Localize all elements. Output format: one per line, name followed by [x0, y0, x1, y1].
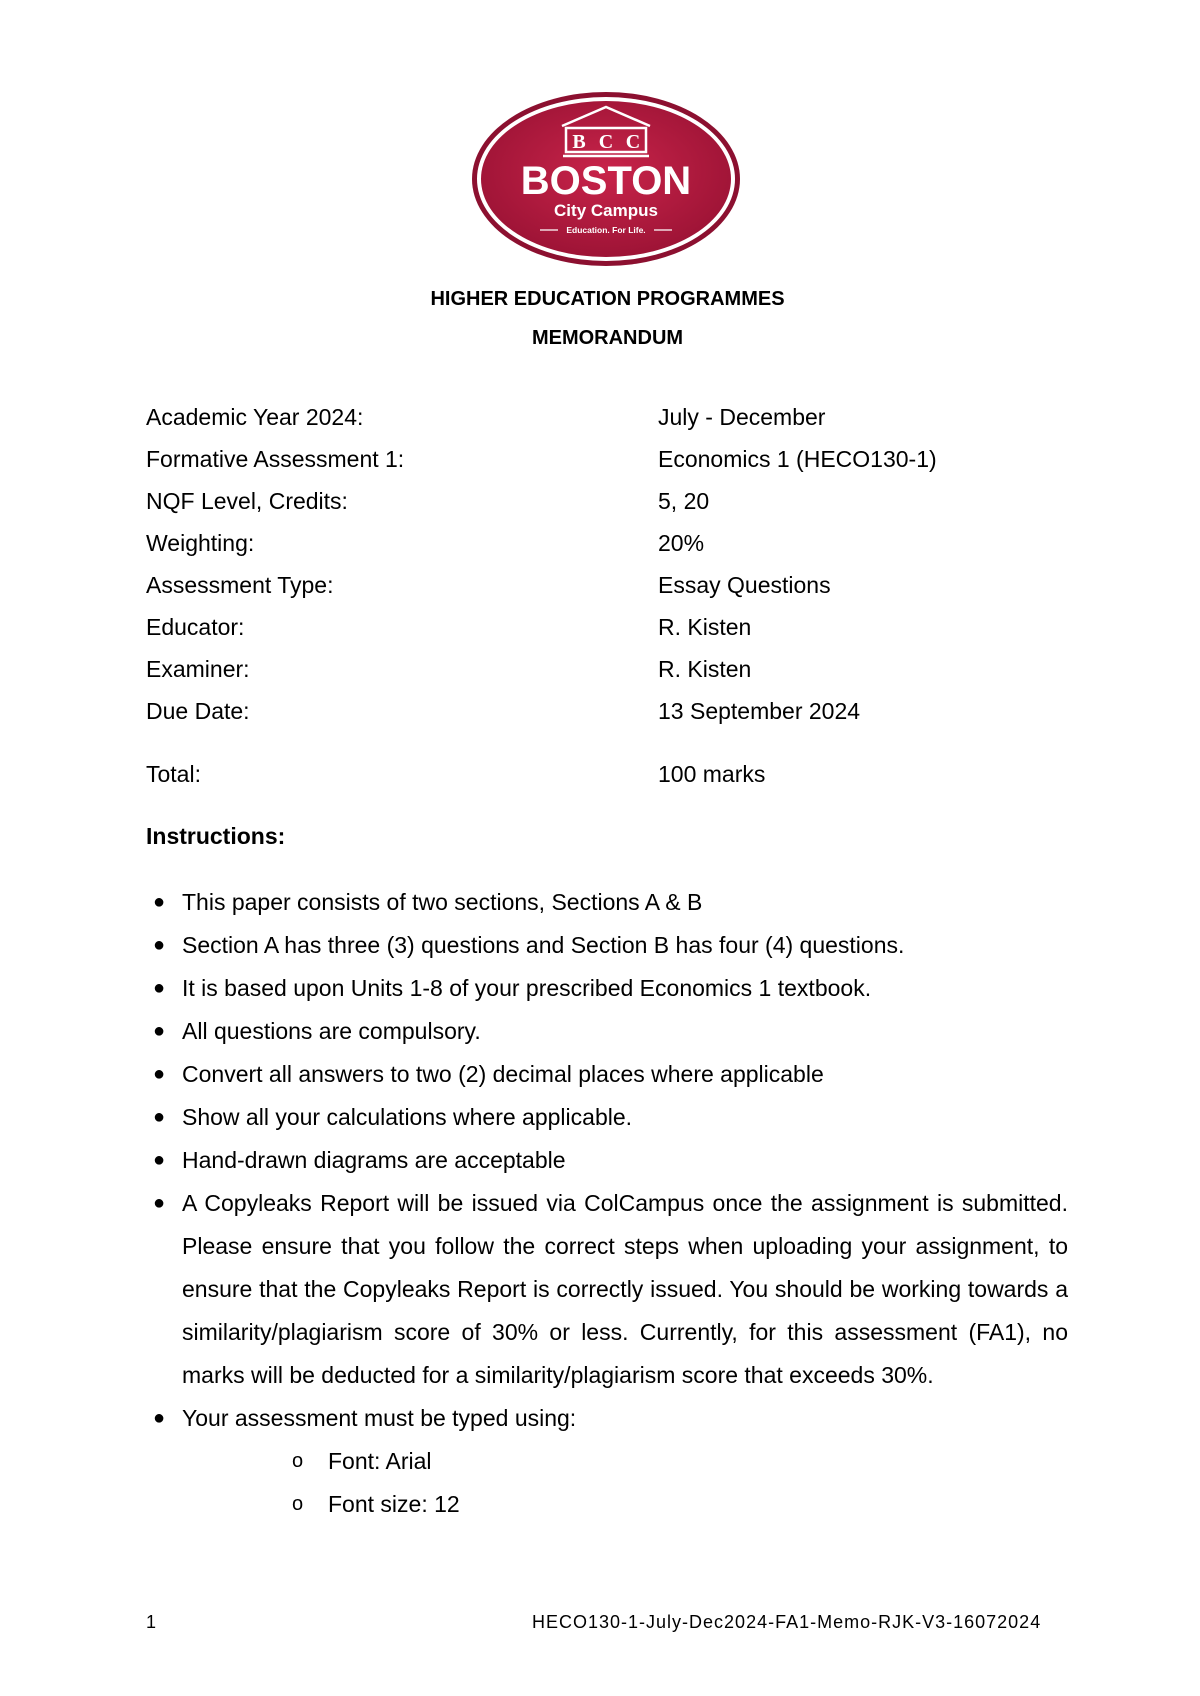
list-item [146, 967, 1068, 1010]
info-value: Economics 1 (HECO130-1) [658, 446, 937, 472]
svg-text:City Campus: City Campus [554, 201, 658, 220]
instruction-text: It is based upon Units 1-8 of your prescribed Economics 1 textbook. [182, 975, 872, 1001]
list-item [146, 1182, 1068, 1397]
info-label: Formative Assessment 1: [146, 446, 405, 472]
info-label: Educator: [146, 614, 245, 640]
info-value: R. Kisten [658, 656, 752, 682]
instruction-text: Hand-drawn diagrams are acceptable [182, 1147, 566, 1173]
instruction-text: All questions are compulsory. [182, 1018, 481, 1044]
instruction-text: Show all your calculations where applicable. [182, 1104, 633, 1130]
info-row-total [146, 761, 1066, 791]
bullet-icon: ● [153, 1063, 166, 1085]
info-label: Weighting: [146, 530, 255, 556]
svg-text:Education. For Life.: Education. For Life. [566, 225, 646, 235]
sub-list-container [146, 1440, 1068, 1526]
bullet-icon: ● [153, 891, 166, 913]
bullet-icon: ● [153, 1192, 166, 1214]
list-item [146, 1010, 1068, 1053]
bullet-icon: ● [153, 1020, 166, 1042]
boston-city-campus-logo [470, 90, 742, 268]
bullet-icon: ● [153, 1106, 166, 1128]
instruction-text: Section A has three (3) questions and Section B has four (4) questions. [182, 932, 905, 958]
programme-heading: HIGHER EDUCATION PROGRAMMES [430, 288, 785, 310]
info-row-nqf-level [146, 488, 1066, 518]
sub-list-item [146, 1483, 1068, 1526]
info-value: 100 marks [658, 761, 766, 787]
info-value: Essay Questions [658, 572, 831, 598]
document-code: HECO130-1-July-Dec2024-FA1-Memo-RJK-V3-16072024 [532, 1612, 1042, 1632]
sub-list-item [146, 1440, 1068, 1483]
info-label: NQF Level, Credits: [146, 488, 348, 514]
svg-text:B: B [572, 131, 586, 153]
info-row-examiner [146, 656, 1066, 686]
list-item [146, 1053, 1068, 1096]
instruction-text: Convert all answers to two (2) decimal places where applicable [182, 1061, 824, 1087]
list-item [146, 1139, 1068, 1182]
info-label: Due Date: [146, 698, 250, 724]
info-value: 13 September 2024 [658, 698, 861, 724]
bullet-icon: ● [153, 977, 166, 999]
circle-bullet-icon: o [292, 1493, 304, 1515]
instruction-text: Your assessment must be typed using: [182, 1405, 577, 1431]
sub-item-text: Font size: 12 [328, 1491, 460, 1517]
instruction-text: This paper consists of two sections, Sections A & B [182, 889, 703, 915]
sub-item-text: Font: Arial [328, 1448, 432, 1474]
svg-text:BOSTON: BOSTON [520, 159, 692, 203]
info-label: Total: [146, 761, 201, 787]
info-row-assessment-type [146, 572, 1066, 602]
bullet-icon: ● [153, 934, 166, 956]
page-number: 1 [146, 1612, 157, 1632]
list-item [146, 1397, 1068, 1440]
bullet-icon: ● [153, 1407, 166, 1429]
info-label: Academic Year 2024: [146, 404, 364, 430]
instructions-title: Instructions: [146, 823, 286, 849]
info-value: R. Kisten [658, 614, 752, 640]
info-value: 5, 20 [658, 488, 710, 514]
memorandum-heading: MEMORANDUM [531, 327, 684, 349]
info-row-educator [146, 614, 1066, 644]
font-requirements-list [146, 1440, 1068, 1526]
info-value: 20% [658, 530, 705, 556]
bullet-icon: ● [153, 1149, 166, 1171]
info-value: July - December [658, 404, 826, 430]
svg-text:C: C [625, 131, 641, 153]
info-row-weighting [146, 530, 1066, 560]
info-row-academic-year [146, 404, 1066, 434]
list-item [146, 924, 1068, 967]
circle-bullet-icon: o [292, 1450, 304, 1472]
list-item [146, 1096, 1068, 1139]
instruction-text: A Copyleaks Report will be issued via ColCampus once the assignment is submitted. Please ensure that you follow the correct steps when uploading your assignment, to ensure that the Copyleaks Report is correctly issued. You should be working towards a similarity/plagiarism score of 30% or less. Currently, for this assessment (FA1), no marks will be deducted for a similarity/plagiarism score that exceeds 30%. [182, 1190, 1068, 1388]
info-label: Assessment Type: [146, 572, 334, 598]
info-row-due-date [146, 698, 1066, 728]
svg-text:C: C [598, 131, 614, 153]
list-item [146, 881, 1068, 924]
info-label: Examiner: [146, 656, 250, 682]
info-row-formative-assessment [146, 446, 1066, 476]
instructions-list [146, 881, 1068, 1526]
